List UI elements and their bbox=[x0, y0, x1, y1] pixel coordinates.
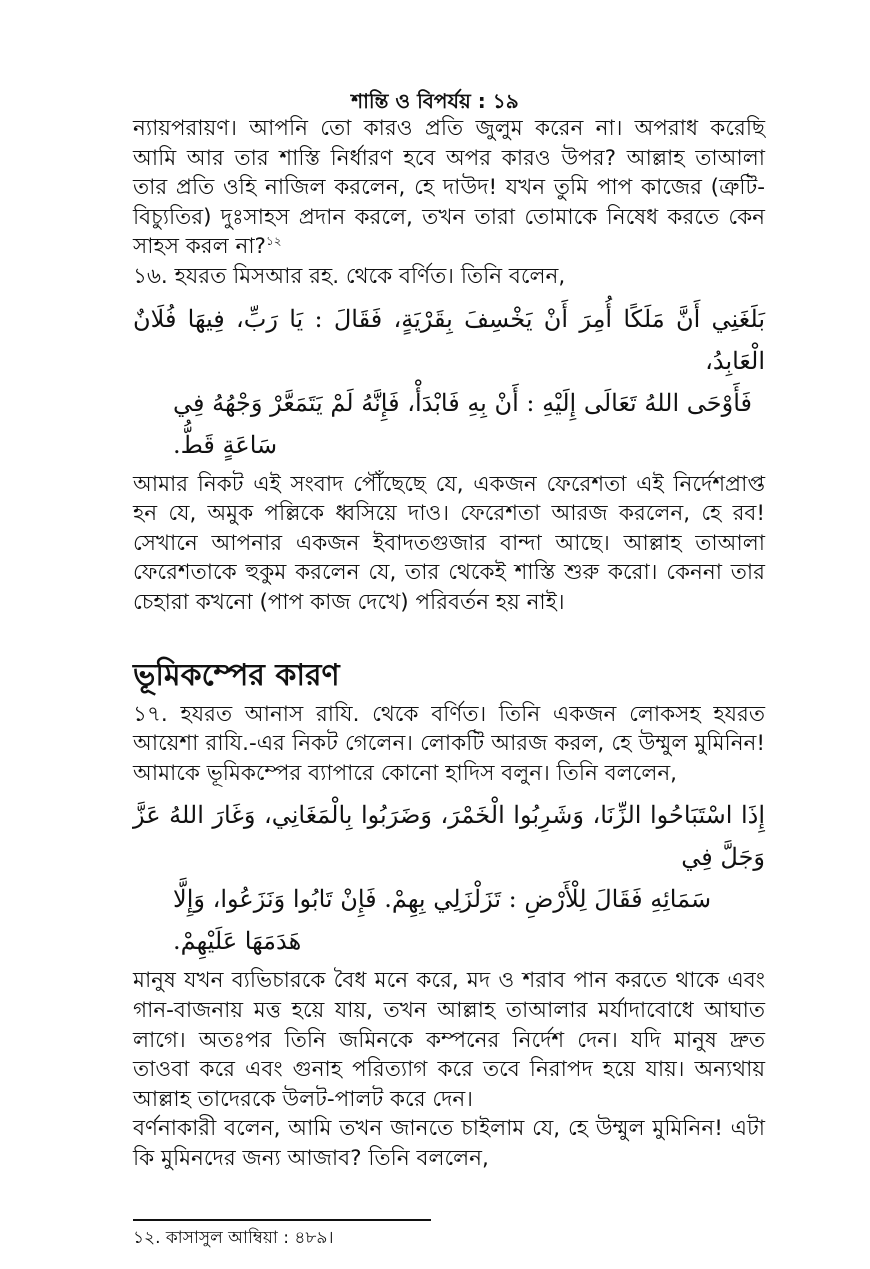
footnote-divider bbox=[133, 1219, 431, 1221]
footnote-reference[interactable]: ১২ bbox=[265, 234, 282, 249]
section-heading: ভূমিকম্পের কারণ bbox=[133, 657, 340, 693]
arabic-line: إِذَا اسْتَبَاحُوا الزِّنَا، وَشَرِبُوا الْخَمْرَ، وَضَرَبُوا بِالْمَغَانِي، وَغَارَ اللهُ عَزَّ وَجَلَّ فِي bbox=[133, 801, 765, 872]
paragraph bbox=[133, 114, 765, 262]
arabic-line: فَأَوْحَى اللهُ تَعَالَى إِلَيْهِ : أَنْ بِهِ فَابْدَأْ، فَإِنَّهُ لَمْ يَتَمَعَّرْ وَجْهُهُ فِي سَاعَةٍ قَطُّ. bbox=[173, 388, 752, 459]
arabic-line: سَمَائِهِ فَقَالَ لِلْأَرْضِ : تَزَلْزَلِي بِهِمْ. فَإِنْ تَابُوا وَنَزَعُوا، وَإِلَّا هَدَمَهَا عَلَيْهِمْ. bbox=[173, 885, 712, 956]
paragraph-text: ন্যায়পরায়ণ। আপনি তো কারও প্রতি জুলুম করেন না। অপরাধ করেছি আমি আর তার শাস্তি নির্ধারণ হবে অপর কারও উপর? আল্লাহ তাআলা তার প্রতি ওহি নাজিল করলেন, হে দাউদ! যখন তুমি পাপ কাজের (ত্রুটি-বিচ্যুতির) দুঃসাহস প্রদান করলে, তখন তারা তোমাকে নিষেধ করতে কেন সাহস করল না? bbox=[133, 116, 765, 260]
translation-paragraph: মানুষ যখন ব্যভিচারকে বৈধ মনে করে, মদ ও শরাব পান করতে থাকে এবং গান-বাজনায় মত্ত হয়ে যায়, তখন আল্লাহ তাআলার মর্যাদাবোধে আঘাত লাগে। অতঃপর তিনি জমিনকে কম্পনের নির্দেশ দেন। যদি মানুষ দ্রুত তাওবা করে এবং গুনাহ পরিত্যাগ করে তবে নিরাপদ হয়ে যায়। অন্যথায় আল্লাহ তাদেরকে উলট-পালট করে দেন। bbox=[133, 968, 765, 1112]
paragraph: বর্ণনাকারী বলেন, আমি তখন জানতে চাইলাম যে, হে উম্মুল মুমিনিন! এটা কি মুমিনদের জন্য আজাব? তিনি বললেন, bbox=[133, 1116, 765, 1171]
hadith-intro: ১৬. হযরত মিসআর রহ. থেকে বর্ণিত। তিনি বলেন, bbox=[133, 263, 566, 289]
footnote: ১২. কাসাসুল আম্বিয়া : ৪৮৯। bbox=[133, 1228, 334, 1248]
hadith-intro: ১৭. হযরত আনাস রাযি. থেকে বর্ণিত। তিনি একজন লোকসহ হযরত আয়েশা রাযি.-এর নিকট গেলেন। লোকটি আরজ করল, হে উম্মুল মুমিনিন! আমাকে ভূমিকম্পের ব্যাপারে কোনো হাদিস বলুন। তিনি বললেন, bbox=[133, 701, 765, 786]
arabic-line: بَلَغَنِي أَنَّ مَلَكًا أُمِرَ أَنْ يَخْسِفَ بِقَرْيَةٍ، فَقَالَ : يَا رَبِّ، فِيهَا فُلَانٌ الْعَابِدُ، bbox=[133, 304, 765, 375]
running-header: শান্তি ও বিপর্যয় : ১৯ bbox=[351, 89, 519, 113]
arabic-quote bbox=[133, 794, 765, 962]
translation-paragraph: আমার নিকট এই সংবাদ পৌঁছেছে যে, একজন ফেরেশতা এই নির্দেশপ্রাপ্ত হন যে, অমুক পল্লিকে ধ্বসিয়ে দাও। ফেরেশতা আরজ করলেন, হে রব! সেখানে আপনার একজন ইবাদতগুজার বান্দা আছে। আল্লাহ তাআলা ফেরেশতাকে হুকুম করলেন যে, তার থেকেই শাস্তি শুরু করো। কেননা তার চেহারা কখনো (পাপ কাজ দেখে) পরিবর্তন হয় নাই। bbox=[133, 471, 765, 615]
page-body bbox=[133, 114, 765, 1173]
arabic-quote bbox=[133, 298, 765, 466]
